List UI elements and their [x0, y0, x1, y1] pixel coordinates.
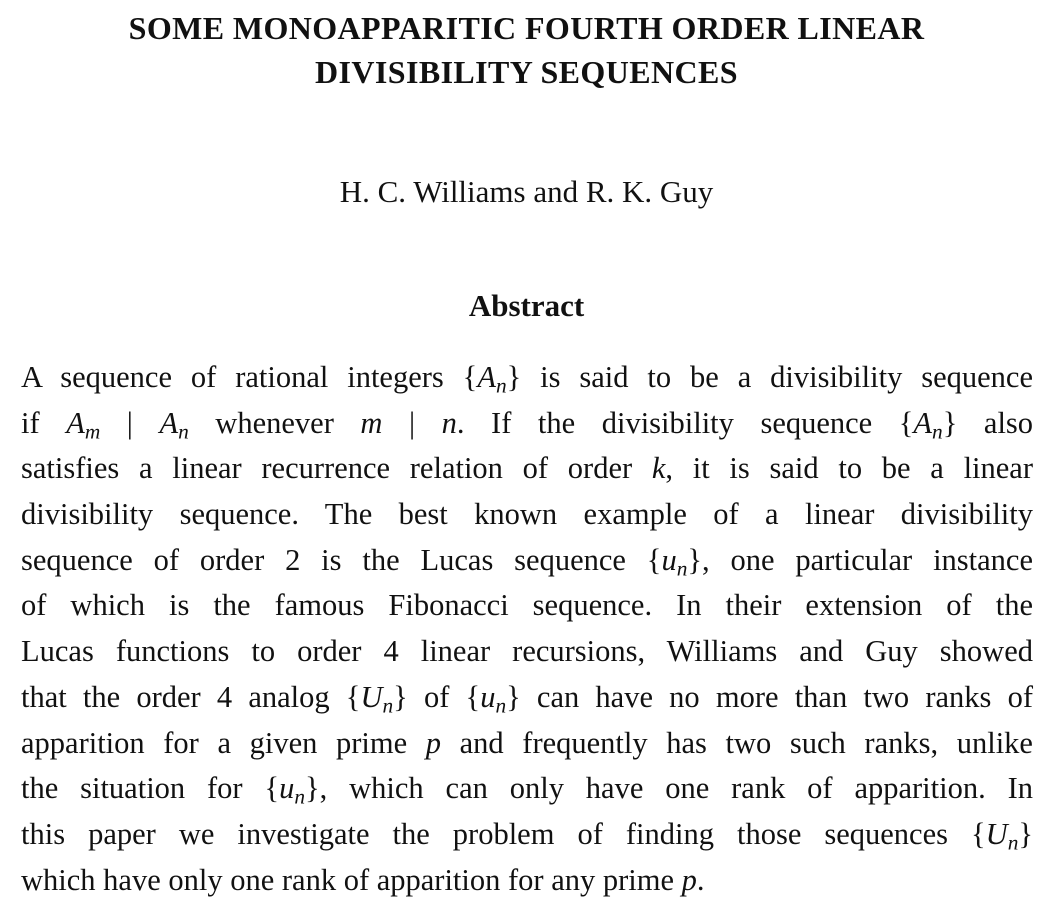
- abstract-line: which have only one rank of apparition for any prime p.: [21, 862, 705, 897]
- abstract-line: that the order 4 analog $\{U_n\}$ of $\{u_n\}$ can have no more than two ranks of: [21, 679, 1033, 718]
- abstract-line: divisibility sequence. The best known example of a linear divisibility: [21, 497, 1033, 532]
- paper-title-line-1: SOME MONOAPPARITIC FOURTH ORDER LINEAR: [128, 10, 925, 46]
- abstract-line: satisfies a linear recurrence relation of order k, it is said to be a linear: [21, 451, 1033, 486]
- abstract-line: A sequence of rational integers $\{A_n\}$ is said to be a divisibility sequence: [21, 360, 1033, 398]
- paper-title-line-2: DIVISIBILITY SEQUENCES: [315, 54, 738, 90]
- abstract-line: this paper we investigate the problem of finding those sequences $\{U_n\}$: [21, 816, 1033, 855]
- abstract-line: of which is the famous Fibonacci sequence. In their extension of the: [21, 588, 1033, 623]
- paper-title: [0, 6, 1053, 94]
- paper-authors: H. C. Williams and R. K. Guy: [339, 174, 714, 209]
- abstract-line: sequence of order 2 is the Lucas sequence $\{u_n\}$, one particular instance: [21, 542, 1033, 581]
- abstract-line: the situation for $\{u_n\}$, which can only have one rank of apparition. In: [21, 771, 1033, 809]
- abstract-heading: Abstract: [468, 288, 585, 323]
- abstract-line: if $A_m$ | $A_n$ whenever m | n. If the divisibility sequence $\{A_n\}$ also: [21, 405, 1034, 444]
- abstract-line: apparition for a given prime p and frequently has two such ranks, unlike: [21, 725, 1033, 760]
- abstract-line: Lucas functions to order 4 linear recursions, Williams and Guy showed: [21, 634, 1033, 669]
- abstract-body: [21, 355, 1033, 903]
